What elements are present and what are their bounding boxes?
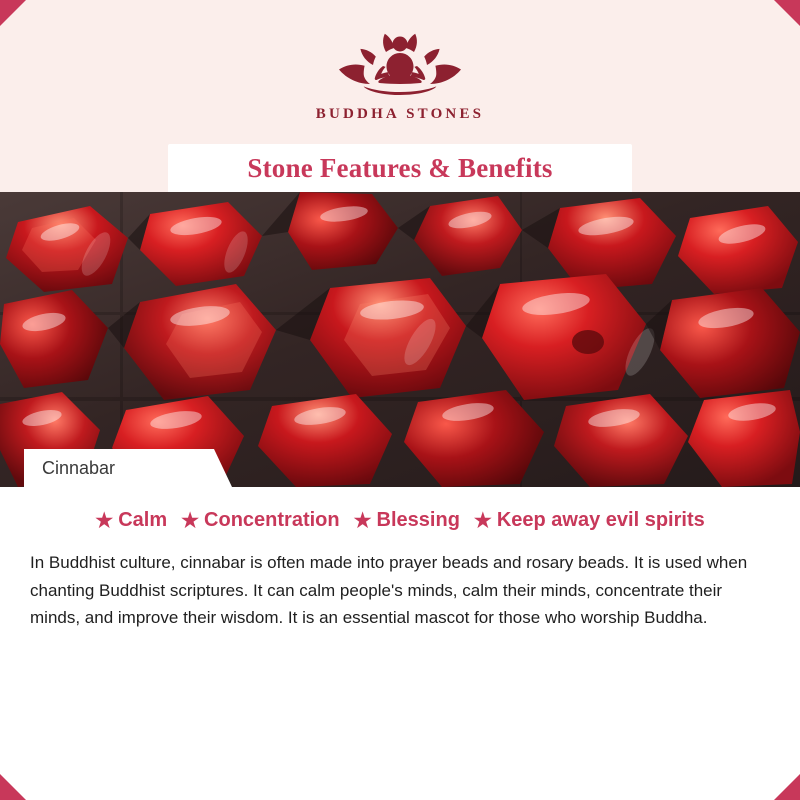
stone-name: Cinnabar xyxy=(42,457,116,478)
benefit-label: Blessing xyxy=(376,509,460,531)
corner-accent-bottom-left xyxy=(0,774,26,800)
stone-photo xyxy=(0,192,800,487)
benefits-list xyxy=(26,509,774,532)
brand-name: BUDDHA STONES xyxy=(315,106,485,122)
star-icon: ★ xyxy=(473,509,492,532)
benefit-label: Keep away evil spirits xyxy=(496,509,705,531)
description-text: In Buddhist culture, cinnabar is often made into prayer beads and rosary beads. It is used when chanting Buddhist scriptures. It can calm people's minds, calm their minds, concentrate their minds, and improve their wisdom. It is an essential mascot for those who worship Buddha. xyxy=(30,553,748,628)
header xyxy=(0,0,800,192)
benefit-item xyxy=(181,509,340,532)
star-icon: ★ xyxy=(353,509,372,532)
cinnabar-stones-image xyxy=(0,192,800,487)
benefit-label: Concentration xyxy=(204,509,340,531)
benefit-label: Calm xyxy=(118,509,168,531)
corner-accent-top-left xyxy=(0,0,26,26)
brand-logo xyxy=(316,22,484,123)
benefit-item xyxy=(95,509,167,532)
star-icon: ★ xyxy=(95,509,114,532)
benefit-item xyxy=(354,509,460,532)
corner-accent-top-right xyxy=(774,0,800,26)
stone-name-tab xyxy=(24,449,214,487)
lotus-meditation-icon xyxy=(325,22,475,100)
section-title-ribbon xyxy=(168,144,632,192)
corner-accent-bottom-right xyxy=(774,774,800,800)
star-icon: ★ xyxy=(181,509,200,532)
bottom-accent-bar xyxy=(0,774,800,800)
benefit-item xyxy=(474,509,705,532)
page-title: Stone Features & Benefits xyxy=(247,152,553,183)
content-area xyxy=(0,487,800,800)
